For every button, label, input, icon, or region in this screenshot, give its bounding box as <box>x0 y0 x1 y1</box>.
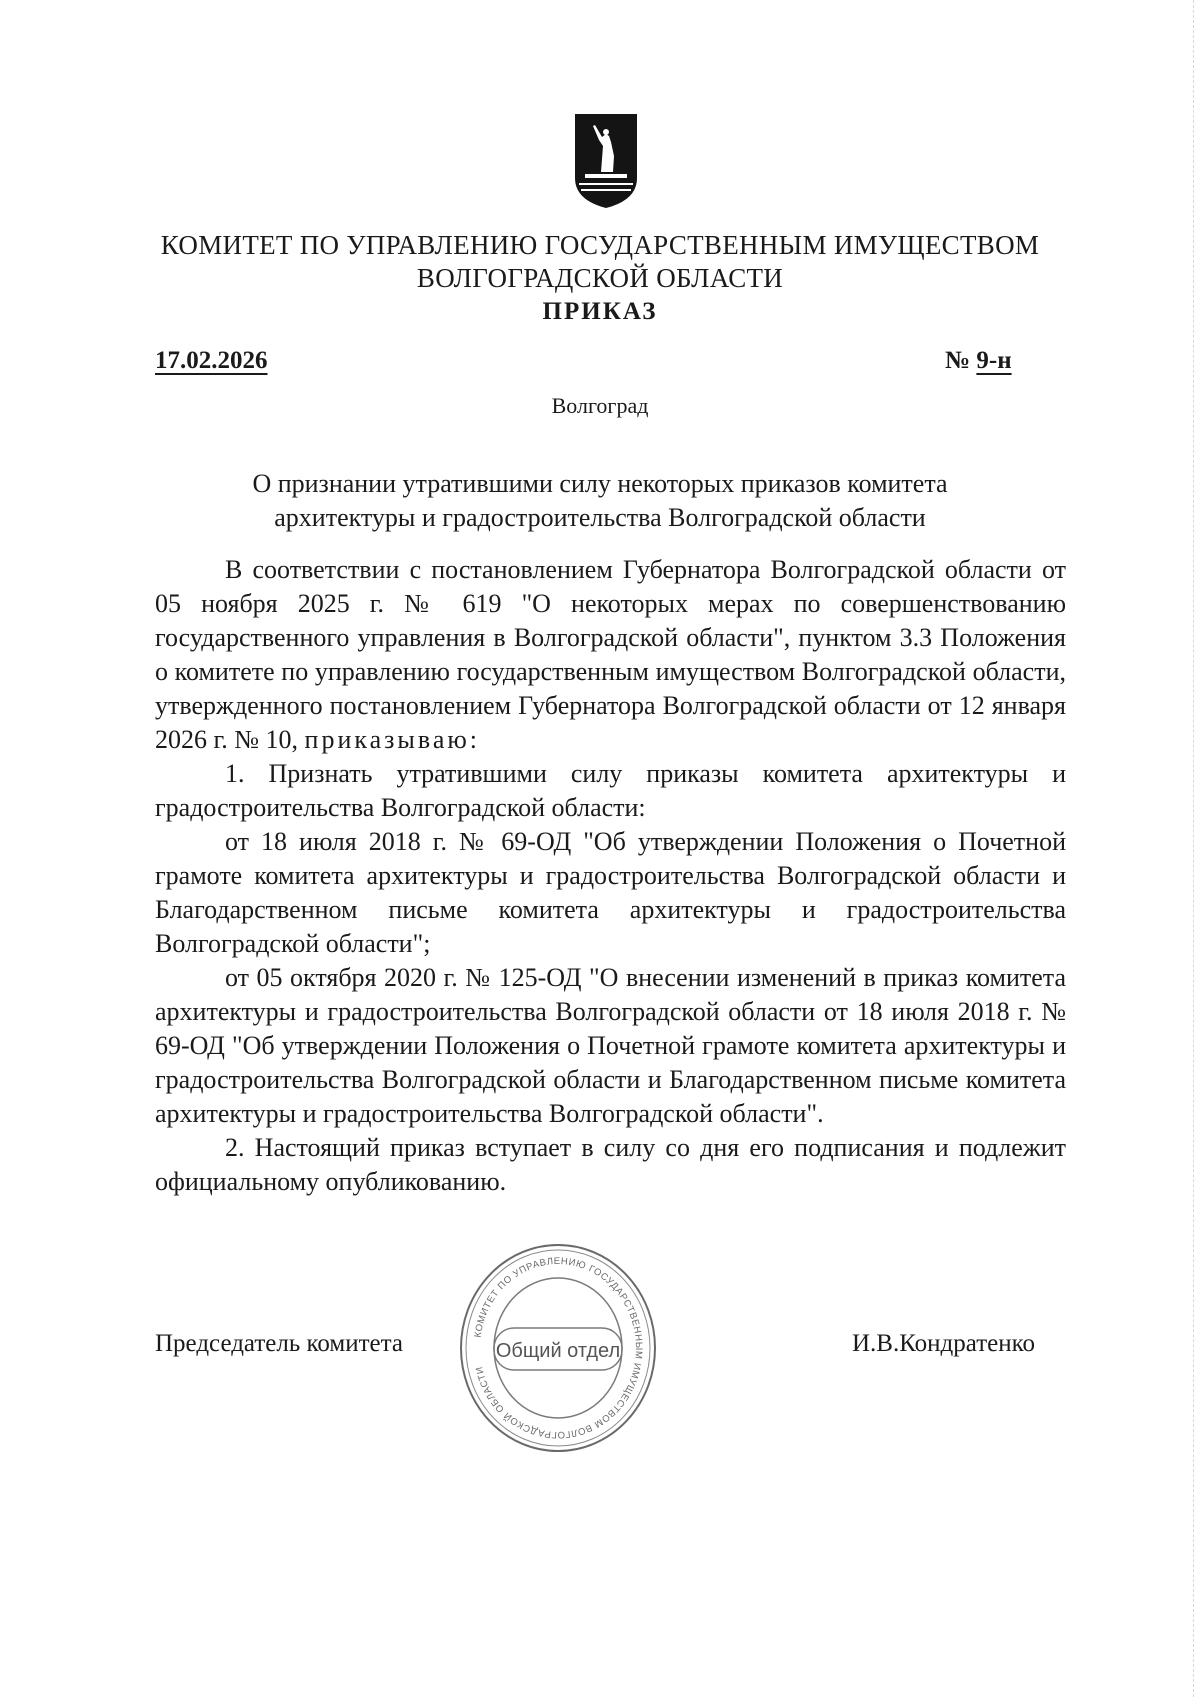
document-date-value: 17.02.2026 <box>155 347 268 374</box>
document-body <box>155 553 1066 1199</box>
volgograd-emblem-icon <box>573 112 639 210</box>
stamp-center-text: Общий отдел <box>495 1340 621 1362</box>
item-1-a: от 18 июля 2018 г. № 69-ОД "Об утверждении Положения о Почетной грамоте комитета архитектуры и градостроительства Волгоградской области и Благодарственном письме комитета архитектуры и градостроительства Волгоградской области"; <box>155 827 1066 958</box>
organization-name-line-1: КОМИТЕТ ПО УПРАВЛЕНИЮ ГОСУДАРСТВЕННЫМ ИМУЩЕСТВОМ <box>160 230 1040 260</box>
organization-name-line-2: ВОЛГОГРАДСКОЙ ОБЛАСТИ <box>416 263 784 293</box>
number-prefix: № <box>945 347 971 374</box>
official-stamp <box>458 1242 658 1454</box>
preamble-text: В соответствии с постановлением Губернатора Волгоградской области от 05 ноября 2025 г. № 619 "О некоторых мерах по совершенствованию государственного управления в Волгоградской области", пунктом 3.3 Положения о комитете по управлению государственным имуществом Волгоградской области, утвержденного постановлением Губернатора Волгоградской области от 12 января 2026 г. № 10, <box>155 555 1066 754</box>
order-word: приказываю: <box>304 725 481 754</box>
item-2: 2. Настоящий приказ вступает в силу со дня его подписания и подлежит официальному опубликованию. <box>155 1133 1066 1196</box>
number-value: 9-н <box>976 347 1012 374</box>
item-1-b: от 05 октября 2020 г. № 125-ОД "О внесении изменений в приказ комитета архитектуры и градостроительства Волгоградской области от 18 июля 2018 г. № 69-ОД "Об утверждении Положения о Почетной грамоте комитета архитектуры и градостроительства Волгоградской области и Благодарственном письме комитета архитектуры и градостроительства Волгоградской области". <box>155 963 1066 1128</box>
document-subject: О признании утратившими силу некоторых приказов комитета архитектуры и градостроительства Волгоградской области <box>252 469 948 532</box>
stamp-ring-text: КОМИТЕТ ПО УПРАВЛЕНИЮ ГОСУДАРСТВЕННЫМ ИМУЩЕСТВОМ ВОЛГОГРАДСКОЙ ОБЛАСТИ <box>472 1255 645 1441</box>
document-type: ПРИКАЗ <box>542 298 658 325</box>
document-date <box>155 347 268 375</box>
city: Волгоград <box>551 393 649 418</box>
preamble-paragraph <box>155 553 1066 757</box>
signatory-position: Председатель комитета <box>155 1330 403 1357</box>
scan-edge <box>1191 0 1194 1697</box>
document-number <box>945 347 1012 375</box>
signatory-name: И.В.Кондратенко <box>852 1330 1035 1357</box>
item-1: 1. Признать утратившими силу приказы комитета архитектуры и градостроительства Волгоградской области: <box>155 759 1066 822</box>
